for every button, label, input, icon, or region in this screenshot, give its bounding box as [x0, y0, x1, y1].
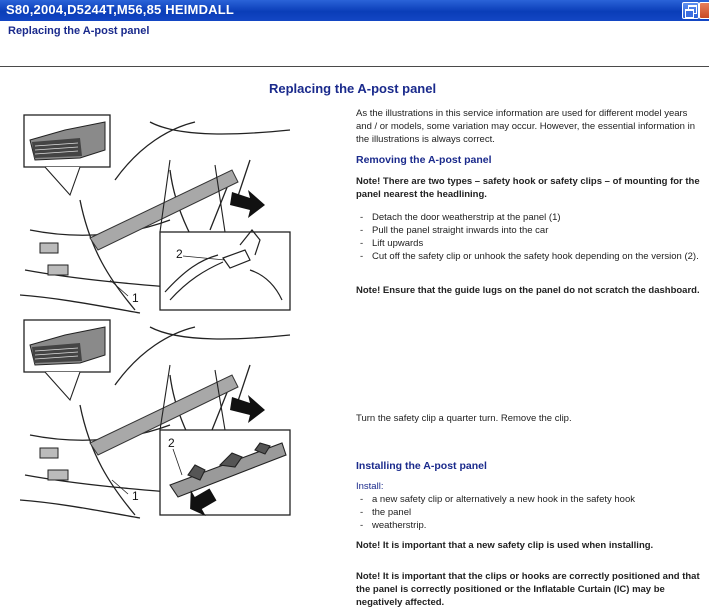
removing-steps-list [356, 211, 701, 263]
callout-1: 1 [132, 291, 139, 305]
intro-paragraph: As the illustrations in this service information are used for different model years and / or models, some variation may occur. However, the essential information in the illustrations is always correct. [356, 108, 695, 145]
list-item: - a new safety clip or alternatively a new hook in the safety hook [356, 493, 701, 506]
clip-detail-inset [160, 232, 290, 310]
installing-note-1: Note! It is important that a new safety clip is used when installing. [356, 540, 654, 551]
window-title: S80,2004,D5244T,M56,85 HEIMDALL [6, 2, 235, 17]
list-item: - the panel [356, 506, 701, 519]
install-label: Install: [356, 481, 384, 492]
section-header: Replacing the A-post panel [8, 25, 150, 37]
removing-heading: Removing the A-post panel [356, 154, 492, 166]
header-divider [0, 66, 709, 67]
list-item: - weatherstrip. [356, 519, 701, 532]
list-item: - Lift upwards [356, 237, 701, 250]
callout-2: 2 [176, 247, 183, 261]
page-title: Replacing the A-post panel [269, 81, 437, 96]
callout-2: 2 [168, 436, 175, 450]
restore-button[interactable] [682, 2, 699, 19]
removing-note-2: Note! Ensure that the guide lugs on the panel do not scratch the dashboard. [356, 285, 700, 296]
window-titlebar [0, 0, 709, 21]
close-button[interactable] [699, 2, 709, 19]
list-item: - Detach the door weatherstrip at the panel (1) [356, 211, 701, 224]
removing-note-1: Note! There are two types – safety hook or safety clips – of mounting for the panel nearest the headlining. [356, 176, 700, 200]
removal-illustration [20, 110, 295, 315]
turn-clip-text: Turn the safety clip a quarter turn. Remove the clip. [356, 413, 572, 424]
clip-illustration [20, 315, 295, 520]
installing-steps-list [356, 493, 701, 532]
installing-note-2: Note! It is important that the clips or hooks are correctly positioned and that the panel is correctly positioned or the Inflatable Curtain (IC) may be negatively affected. [356, 571, 700, 608]
installing-heading: Installing the A-post panel [356, 460, 487, 472]
callout-1: 1 [132, 489, 139, 503]
list-item: - Cut off the safety clip or unhook the safety hook depending on the version (2). [356, 250, 701, 263]
list-item: - Pull the panel straight inwards into the car [356, 224, 701, 237]
